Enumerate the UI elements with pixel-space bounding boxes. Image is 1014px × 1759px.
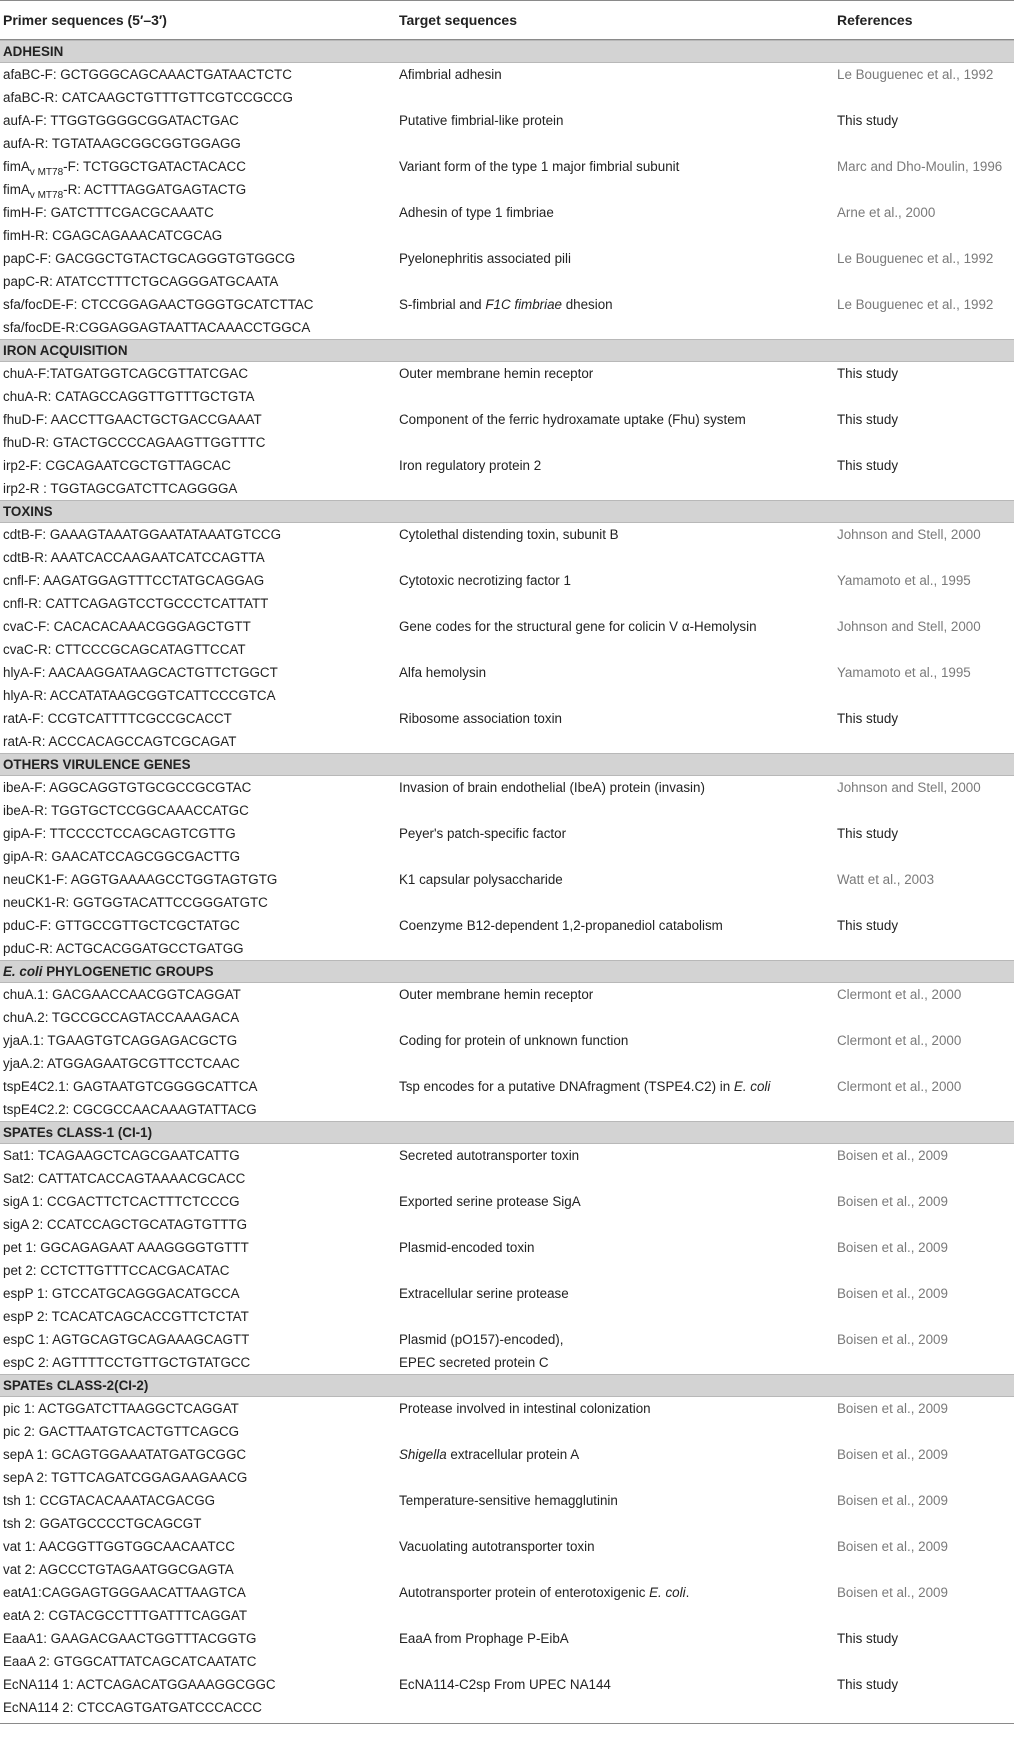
table-row (0, 1282, 1014, 1305)
reference: Boisen et al., 2009 (837, 1194, 948, 1209)
table-row (0, 1075, 1014, 1098)
primer-sequence: espP 2: TCACATCAGCACCGTTCTCTAT (3, 1309, 249, 1324)
table-row (0, 408, 1014, 431)
primer-sequence: EaaA1: GAAGACGAACTGGTTTACGGTG (3, 1631, 257, 1646)
primer-sequence (3, 159, 246, 178)
reference: Clermont et al., 2000 (837, 1033, 962, 1048)
primer-sequence: sfa/focDE-R:CGGAGGAGTAATTACAAACCTGGCA (3, 320, 311, 335)
primer-sequence: Sat2: CATTATCACCAGTAAAACGCACC (3, 1171, 246, 1186)
table-row (0, 799, 1014, 822)
table-row (0, 431, 1014, 454)
target-italic: Shigella (399, 1447, 447, 1462)
table-row (0, 1489, 1014, 1512)
reference: Yamamoto et al., 1995 (837, 665, 971, 680)
header-primer-sequences: Primer sequences (5′–3′) (3, 12, 167, 28)
table-row (0, 707, 1014, 730)
target-sequence (399, 1585, 689, 1600)
table-row (0, 1098, 1014, 1121)
reference: Boisen et al., 2009 (837, 1401, 948, 1416)
target-text: Autotransporter protein of enterotoxigenic (399, 1585, 650, 1600)
reference: Johnson and Stell, 2000 (837, 619, 981, 634)
table-row (0, 247, 1014, 270)
reference: This study (837, 826, 899, 841)
table-row (0, 477, 1014, 500)
table-header-row (0, 0, 1014, 40)
target-sequence: Outer membrane hemin receptor (399, 987, 594, 1002)
table-row (0, 546, 1014, 569)
primer-sequence: cdtB-R: AAATCACCAAGAATCATCCAGTTA (3, 550, 265, 565)
primer-sequence (3, 182, 247, 201)
primer-sequence: tsh 2: GGATGCCCCTGCAGCGT (3, 1516, 202, 1531)
target-sequence: Alfa hemolysin (399, 665, 487, 680)
target-sequence (399, 1447, 579, 1462)
table-row (0, 132, 1014, 155)
table-row (0, 983, 1014, 1006)
section-title-text: TOXINS (3, 504, 53, 519)
header-references: References (837, 12, 913, 28)
section-title (3, 1125, 152, 1140)
primer-sequence: neuCK1-F: AGGTGAAAAGCCTGGTAGTGTG (3, 872, 278, 887)
target-sequence: Plasmid-encoded toxin (399, 1240, 535, 1255)
table-row (0, 1029, 1014, 1052)
primer-sequence: sepA 2: TGTTCAGATCGGAGAAGAACG (3, 1470, 248, 1485)
table-row (0, 1259, 1014, 1282)
table-row (0, 1466, 1014, 1489)
table-row (0, 1167, 1014, 1190)
primer-sequence: pic 1: ACTGGATCTTAAGGCTCAGGAT (3, 1401, 239, 1416)
primer-sequence: pic 2: GACTTAATGTCACTGTTCAGCG (3, 1424, 240, 1439)
target-sequence: EcNA114-C2sp From UPEC NA144 (399, 1677, 611, 1692)
primer-sequence: EcNA114 2: CTCCAGTGATGATCCCACCC (3, 1700, 262, 1715)
primer-sequence: afaBC-F: GCTGGGCAGCAAACTGATAACTCTC (3, 67, 292, 82)
reference: This study (837, 1677, 899, 1692)
primer-sequence: tspE4C2.1: GAGTAATGTCGGGGCATTCA (3, 1079, 258, 1094)
primer-sequence: cvaC-R: CTTCCCGCAGCATAGTTCCAT (3, 642, 246, 657)
primer-gene: fimA (3, 159, 30, 174)
reference: Johnson and Stell, 2000 (837, 527, 981, 542)
target-sequence: Plasmid (pO157)-encoded), (399, 1332, 564, 1347)
primer-sequence: fimH-F: GATCTTTCGACGCAAATC (3, 205, 214, 220)
reference: This study (837, 412, 899, 427)
table-row (0, 155, 1014, 178)
primer-sequence: gipA-R: GAACATCCAGCGGCGACTTG (3, 849, 241, 864)
table-row (0, 1650, 1014, 1673)
table-row (0, 638, 1014, 661)
primer-sequence: hlyA-R: ACCATATAAGCGGTCATTCCCGTCA (3, 688, 276, 703)
primer-sequence: fhuD-F: AACCTTGAACTGCTGACCGAAAT (3, 412, 262, 427)
table-row (0, 1213, 1014, 1236)
section-title-italic: E. coli (3, 964, 43, 979)
section-title-text: PHYLOGENETIC GROUPS (46, 964, 214, 979)
section-header (0, 1121, 1014, 1144)
primer-sequence-text: -F: TCTGGCTGATACTACACC (63, 159, 246, 174)
target-sequence: K1 capsular polysaccharide (399, 872, 563, 887)
target-text: dhesion (561, 297, 613, 312)
section-header (0, 960, 1014, 983)
table-row (0, 1696, 1014, 1719)
table-row (0, 1420, 1014, 1443)
table-row (0, 914, 1014, 937)
table-row (0, 293, 1014, 316)
primer-sequence: irp2-F: CGCAGAATCGCTGTTAGCAC (3, 458, 231, 473)
table-row (0, 937, 1014, 960)
table-row (0, 270, 1014, 293)
table-row (0, 1673, 1014, 1696)
reference: Yamamoto et al., 1995 (837, 573, 971, 588)
target-italic: E. coli (649, 1585, 686, 1600)
target-sequence: Cytolethal distending toxin, subunit B (399, 527, 619, 542)
primer-sequence: chuA.1: GACGAACCAACGGTCAGGAT (3, 987, 241, 1002)
table-row (0, 523, 1014, 546)
primer-sequence: chuA-F:TATGATGGTCAGCGTTATCGAC (3, 366, 248, 381)
table-row (0, 891, 1014, 914)
primer-sequence: yjaA.1: TGAAGTGTCAGGAGACGCTG (3, 1033, 238, 1048)
table-row (0, 730, 1014, 753)
primer-sequence: EaaA 2: GTGGCATTATCAGCATCAATATC (3, 1654, 257, 1669)
table-row (0, 569, 1014, 592)
table-row (0, 201, 1014, 224)
table-row (0, 316, 1014, 339)
target-sequence: Coenzyme B12-dependent 1,2-propanediol catabolism (399, 918, 723, 933)
primer-sequence: pduC-F: GTTGCCGTTGCTCGCTATGC (3, 918, 240, 933)
section-title (3, 44, 63, 59)
table-row (0, 868, 1014, 891)
primer-sequence: Sat1: TCAGAAGCTCAGCGAATCATTG (3, 1148, 240, 1163)
section-title-text: ADHESIN (3, 44, 64, 59)
section-title (3, 504, 53, 519)
primer-gene-subscript: v MT78 (29, 190, 64, 201)
primer-sequence: vat 2: AGCCCTGTAGAATGGCGAGTA (3, 1562, 234, 1577)
reference: This study (837, 711, 899, 726)
primer-sequence: pduC-R: ACTGCACGGATGCCTGATGG (3, 941, 244, 956)
primer-sequence: tsh 1: CCGTACACAAATACGACGG (3, 1493, 216, 1508)
primer-sequence: papC-R: ATATCCTTTCTGCAGGGATGCAATA (3, 274, 279, 289)
reference: Le Bouguenec et al., 1992 (837, 297, 994, 312)
reference: Le Bouguenec et al., 1992 (837, 67, 994, 82)
table-row (0, 684, 1014, 707)
primer-sequence: cnfl-F: AAGATGGAGTTTCCTATGCAGGAG (3, 573, 265, 588)
primer-sequence: aufA-R: TGTATAAGCGGCGGTGGAGG (3, 136, 241, 151)
primer-sequence: afaBC-R: CATCAAGCTGTTTGTTCGTCCGCCG (3, 90, 293, 105)
reference: Boisen et al., 2009 (837, 1447, 948, 1462)
reference: Boisen et al., 2009 (837, 1585, 948, 1600)
primer-sequence: sepA 1: GCAGTGGAAATATGATGCGGC (3, 1447, 247, 1462)
target-sequence: Outer membrane hemin receptor (399, 366, 594, 381)
table-row (0, 385, 1014, 408)
reference: Boisen et al., 2009 (837, 1286, 948, 1301)
reference: Le Bouguenec et al., 1992 (837, 251, 994, 266)
table-row (0, 592, 1014, 615)
target-sequence: Coding for protein of unknown function (399, 1033, 629, 1048)
primer-sequence: cnfl-R: CATTCAGAGTCCTGCCCTCATTATT (3, 596, 269, 611)
target-italic: E. coli (733, 1079, 771, 1094)
target-sequence (399, 1079, 770, 1094)
table-row (0, 178, 1014, 201)
table-row (0, 845, 1014, 868)
primer-sequence: espC 1: AGTGCAGTGCAGAAAGCAGTT (3, 1332, 250, 1347)
primer-sequence: pet 2: CCTCTTGTTTCCACGACATAC (3, 1263, 230, 1278)
table-row (0, 224, 1014, 247)
table-row (0, 362, 1014, 385)
section-title-text: SPATEs CLASS-2(CI-2) (3, 1378, 149, 1393)
primer-sequence: ratA-F: CCGTCATTTTCGCCGCACCT (3, 711, 232, 726)
target-sequence: Iron regulatory protein 2 (399, 458, 542, 473)
table-row (0, 1627, 1014, 1650)
target-sequence: EaaA from Prophage P-EibA (399, 1631, 569, 1646)
table-row (0, 1328, 1014, 1351)
primer-sequence: cdtB-F: GAAAGTAAATGGAATATAAATGTCCG (3, 527, 282, 542)
target-sequence: Invasion of brain endothelial (IbeA) protein (invasin) (399, 780, 705, 795)
target-sequence: Vacuolating autotransporter toxin (399, 1539, 595, 1554)
section-title (3, 343, 127, 358)
table-row (0, 63, 1014, 86)
section-header (0, 1374, 1014, 1397)
reference: Clermont et al., 2000 (837, 987, 962, 1002)
reference: Watt et al., 2003 (837, 872, 935, 887)
target-sequence: Variant form of the type 1 major fimbrial subunit (399, 159, 680, 174)
primer-gene: fimA (3, 182, 30, 197)
primer-sequence: chuA.2: TGCCGCCAGTACCAAAGACA (3, 1010, 240, 1025)
table-row (0, 1397, 1014, 1420)
table-row (0, 1052, 1014, 1075)
table-row (0, 1558, 1014, 1581)
section-title-text: OTHERS VIRULENCE GENES (3, 757, 191, 772)
table-row (0, 1604, 1014, 1627)
target-text: Tsp encodes for a putative DNAfragment (TSPE4.C2) in (399, 1079, 734, 1094)
reference: Boisen et al., 2009 (837, 1493, 948, 1508)
primer-sequence: neuCK1-R: GGTGGTACATTCCGGGATGTC (3, 895, 268, 910)
table-row (0, 1236, 1014, 1259)
primer-sequence-text: -R: ACTTTAGGATGAGTACTG (63, 182, 247, 197)
table-row (0, 776, 1014, 799)
header-target-sequences: Target sequences (399, 12, 518, 28)
table-row (0, 1351, 1014, 1374)
reference: Clermont et al., 2000 (837, 1079, 962, 1094)
table-row (0, 109, 1014, 132)
primer-sequence: tspE4C2.2: CGCGCCAACAAAGTATTACG (3, 1102, 257, 1117)
target-text: . (685, 1585, 690, 1600)
primer-sequence: irp2-R : TGGTAGCGATCTTCAGGGGA (3, 481, 238, 496)
primer-sequence: ratA-R: ACCCACAGCCAGTCGCAGAT (3, 734, 237, 749)
primer-sequence: eatA1:CAGGAGTGGGAACATTAAGTCA (3, 1585, 246, 1600)
target-sequence: Pyelonephritis associated pili (399, 251, 571, 266)
table-row (0, 1305, 1014, 1328)
table-row (0, 1144, 1014, 1167)
table-row (0, 822, 1014, 845)
reference: Boisen et al., 2009 (837, 1539, 948, 1554)
table-row (0, 1535, 1014, 1558)
primer-sequence: pet 1: GGCAGAGAAT AAAGGGGTGTTT (3, 1240, 249, 1255)
reference: This study (837, 1631, 899, 1646)
reference: Boisen et al., 2009 (837, 1148, 948, 1163)
primer-sequence: papC-F: GACGGCTGTACTGCAGGGTGTGGCG (3, 251, 296, 266)
target-sequence: Peyer's patch-specific factor (399, 826, 567, 841)
reference: This study (837, 113, 899, 128)
target-sequence: Adhesin of type 1 fimbriae (399, 205, 554, 220)
section-title-text: IRON ACQUISITION (3, 343, 128, 358)
primer-sequence: sigA 2: CCATCCAGCTGCATAGTGTTTG (3, 1217, 248, 1232)
target-sequence: Putative fimbrial-like protein (399, 113, 564, 128)
primer-sequence: chuA-R: CATAGCCAGGTTGTTTGCTGTA (3, 389, 255, 404)
reference: Arne et al., 2000 (837, 205, 936, 220)
primer-sequence: cvaC-F: CACACACAAACGGGAGCTGTT (3, 619, 251, 634)
table-row (0, 1006, 1014, 1029)
primer-sequence: aufA-F: TTGGTGGGGCGGATACTGAC (3, 113, 239, 128)
primer-sequence: ibeA-R: TGGTGCTCCGGCAAACCATGC (3, 803, 249, 818)
table-row (0, 615, 1014, 638)
section-title (3, 964, 214, 979)
table-row (0, 86, 1014, 109)
table-row (0, 1581, 1014, 1604)
primer-sequence: vat 1: AACGGTTGGTGGCAACAATCC (3, 1539, 235, 1554)
target-text: extracellular protein A (446, 1447, 580, 1462)
section-header (0, 339, 1014, 362)
target-sequence: Gene codes for the structural gene for colicin V α-Hemolysin (399, 619, 757, 634)
target-sequence: Protease involved in intestinal colonization (399, 1401, 651, 1416)
primer-sequence: sfa/focDE-F: CTCCGGAGAACTGGGTGCATCTTAC (3, 297, 314, 312)
table-row (0, 661, 1014, 684)
primer-sequence: hlyA-F: AACAAGGATAAGCACTGTTCTGGCT (3, 665, 278, 680)
target-sequence: EPEC secreted protein C (399, 1355, 549, 1370)
table-body (0, 40, 1014, 1719)
reference: Boisen et al., 2009 (837, 1240, 948, 1255)
primer-sequence: espP 1: GTCCATGCAGGGACATGCCA (3, 1286, 240, 1301)
target-italic: F1C fimbriae (485, 297, 562, 312)
target-sequence: Component of the ferric hydroxamate uptake (Fhu) system (399, 412, 746, 427)
table-row (0, 1190, 1014, 1213)
reference: Marc and Dho-Moulin, 1996 (837, 159, 1003, 174)
section-title-text: SPATEs CLASS-1 (CI-1) (3, 1125, 153, 1140)
primer-sequence: eatA 2: CGTACGCCTTTGATTTCAGGAT (3, 1608, 248, 1623)
reference: This study (837, 918, 899, 933)
target-sequence: Cytotoxic necrotizing factor 1 (399, 573, 571, 588)
primer-sequence: yjaA.2: ATGGAGAATGCGTTCCTCAAC (3, 1056, 240, 1071)
primer-sequence: gipA-F: TTCCCCTCCAGCAGTCGTTG (3, 826, 236, 841)
reference: This study (837, 458, 899, 473)
reference: Boisen et al., 2009 (837, 1332, 948, 1347)
section-header (0, 753, 1014, 776)
target-sequence: Afimbrial adhesin (399, 67, 502, 82)
table-row (0, 1443, 1014, 1466)
primer-sequence: fimH-R: CGAGCAGAAACATCGCAG (3, 228, 223, 243)
table-row (0, 454, 1014, 477)
section-header (0, 40, 1014, 63)
primer-gene-subscript: v MT78 (29, 167, 64, 178)
table-bottom-rule (0, 1723, 1014, 1724)
target-sequence: Temperature-sensitive hemagglutinin (399, 1493, 618, 1508)
reference: Johnson and Stell, 2000 (837, 780, 981, 795)
target-sequence: Secreted autotransporter toxin (399, 1148, 580, 1163)
section-title (3, 1378, 148, 1393)
primer-sequence: fhuD-R: GTACTGCCCCAGAAGTTGGTTTC (3, 435, 266, 450)
primer-sequence: sigA 1: CCGACTTCTCACTTTCTCCCG (3, 1194, 240, 1209)
section-header (0, 500, 1014, 523)
primer-sequence: EcNA114 1: ACTCAGACATGGAAAGGCGGC (3, 1677, 276, 1692)
section-title (3, 757, 191, 772)
target-sequence: Exported serine protease SigA (399, 1194, 581, 1209)
target-sequence: Ribosome association toxin (399, 711, 563, 726)
primer-sequence: espC 2: AGTTTTCCTGTTGCTGTATGCC (3, 1355, 251, 1370)
target-text: S-fimbrial and (399, 297, 486, 312)
reference: This study (837, 366, 899, 381)
table-row (0, 1512, 1014, 1535)
target-sequence (399, 297, 613, 312)
target-sequence: Extracellular serine protease (399, 1286, 569, 1301)
primer-sequence: ibeA-F: AGGCAGGTGTGCGCCGCGTAC (3, 780, 252, 795)
